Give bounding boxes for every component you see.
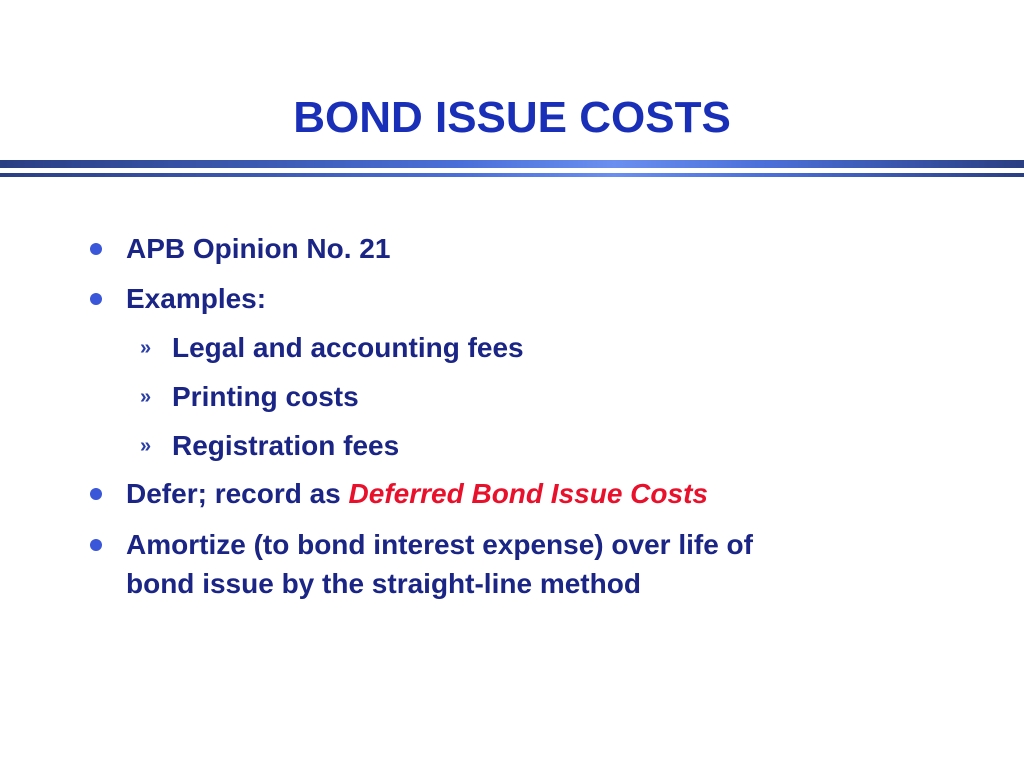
chevron-right-icon: » bbox=[140, 435, 152, 457]
bullet-item bbox=[126, 525, 753, 565]
slide-title: BOND ISSUE COSTS bbox=[293, 93, 731, 142]
bullet-dot-icon bbox=[90, 488, 102, 500]
sub-bullet-text: Legal and accounting fees bbox=[172, 332, 524, 363]
title-divider-thick bbox=[0, 160, 1024, 168]
chevron-right-icon: » bbox=[140, 386, 152, 408]
bullet-text-line-1: Amortize (to bond interest expense) over life of bbox=[126, 529, 753, 560]
bullet-emphasis-text: Deferred Bond Issue Costs bbox=[348, 478, 708, 509]
bullet-item bbox=[126, 279, 266, 319]
bullet-dot-icon bbox=[90, 539, 102, 551]
bullet-text: Examples: bbox=[126, 283, 267, 314]
bullet-item bbox=[126, 229, 390, 269]
bullet-text-line-2: bond issue by the straight-line method bbox=[126, 568, 641, 599]
bullet-item-continuation bbox=[126, 564, 641, 604]
sub-bullet-text: Registration fees bbox=[172, 430, 400, 461]
sub-bullet-item bbox=[172, 426, 399, 466]
sub-bullet-item bbox=[172, 328, 524, 368]
sub-bullet-item bbox=[172, 377, 359, 417]
title-divider-thin bbox=[0, 173, 1024, 177]
bullet-text: APB Opinion No. 21 bbox=[126, 233, 391, 264]
bullet-item bbox=[126, 474, 708, 514]
sub-bullet-text: Printing costs bbox=[172, 381, 359, 412]
chevron-right-icon: » bbox=[140, 337, 152, 359]
bullet-dot-icon bbox=[90, 243, 102, 255]
bullet-dot-icon bbox=[90, 293, 102, 305]
bullet-text: Defer; record as bbox=[126, 478, 349, 509]
